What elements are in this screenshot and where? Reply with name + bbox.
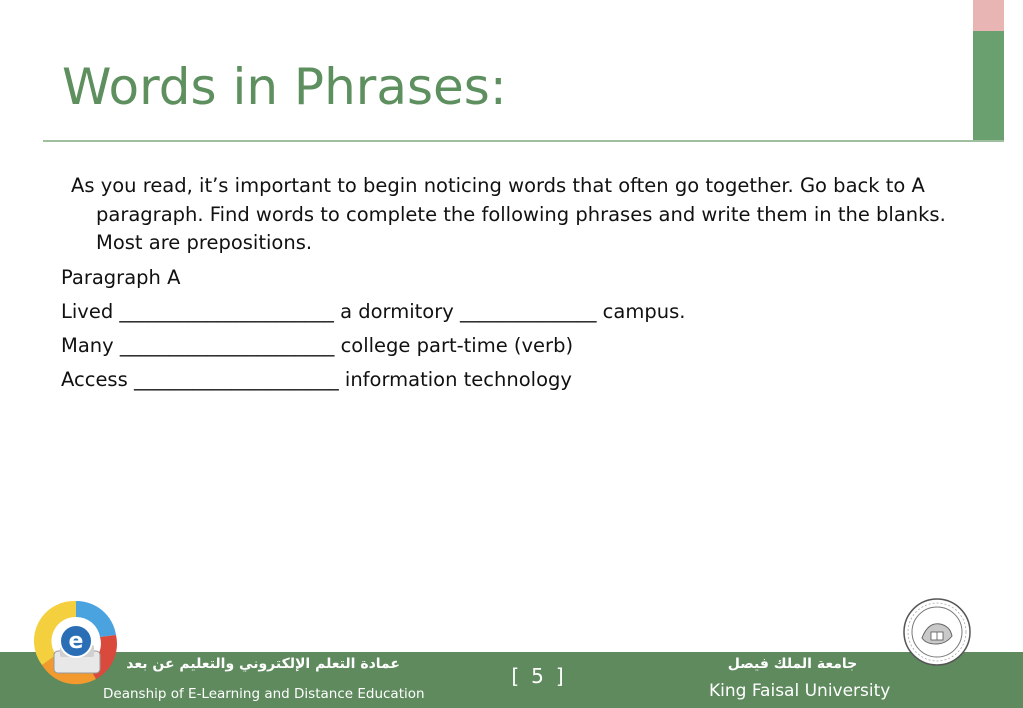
university-english-text: King Faisal University bbox=[709, 681, 891, 701]
accent-block-pink bbox=[973, 0, 1004, 31]
deanship-arabic-text: عمادة التعلم الإلكتروني والتعليم عن بعد bbox=[126, 656, 400, 672]
page-bracket-close: ] bbox=[555, 664, 564, 688]
page-number-value: 5 bbox=[531, 664, 544, 688]
elearning-logo-icon bbox=[30, 595, 122, 695]
title-divider bbox=[43, 140, 1004, 142]
phrase-line-access: Access _____________________ information technology bbox=[61, 367, 572, 391]
intro-paragraph: As you read, it’s important to begin noticing words that often go together. Go back to A paragraph. Find words to complete the following phrases and write them in the blanks. Most are prepositions. bbox=[71, 174, 946, 254]
university-seal-icon bbox=[888, 598, 986, 666]
page-bracket-open: [ bbox=[511, 664, 520, 688]
deanship-english-text: Deanship of E-Learning and Distance Education bbox=[103, 686, 425, 702]
page-number bbox=[490, 664, 585, 688]
slide-title: Words in Phrases: bbox=[62, 58, 507, 116]
phrase-line-lived: Lived ______________________ a dormitory ______________ campus. bbox=[61, 299, 686, 323]
university-arabic-text: جامعة الملك فيصل bbox=[727, 656, 858, 672]
accent-block-green bbox=[973, 31, 1004, 141]
svg-text:e: e bbox=[68, 629, 84, 654]
paragraph-label: Paragraph A bbox=[61, 265, 181, 289]
slide-body bbox=[61, 172, 951, 400]
phrase-line-many: Many ______________________ college part-time (verb) bbox=[61, 333, 574, 357]
